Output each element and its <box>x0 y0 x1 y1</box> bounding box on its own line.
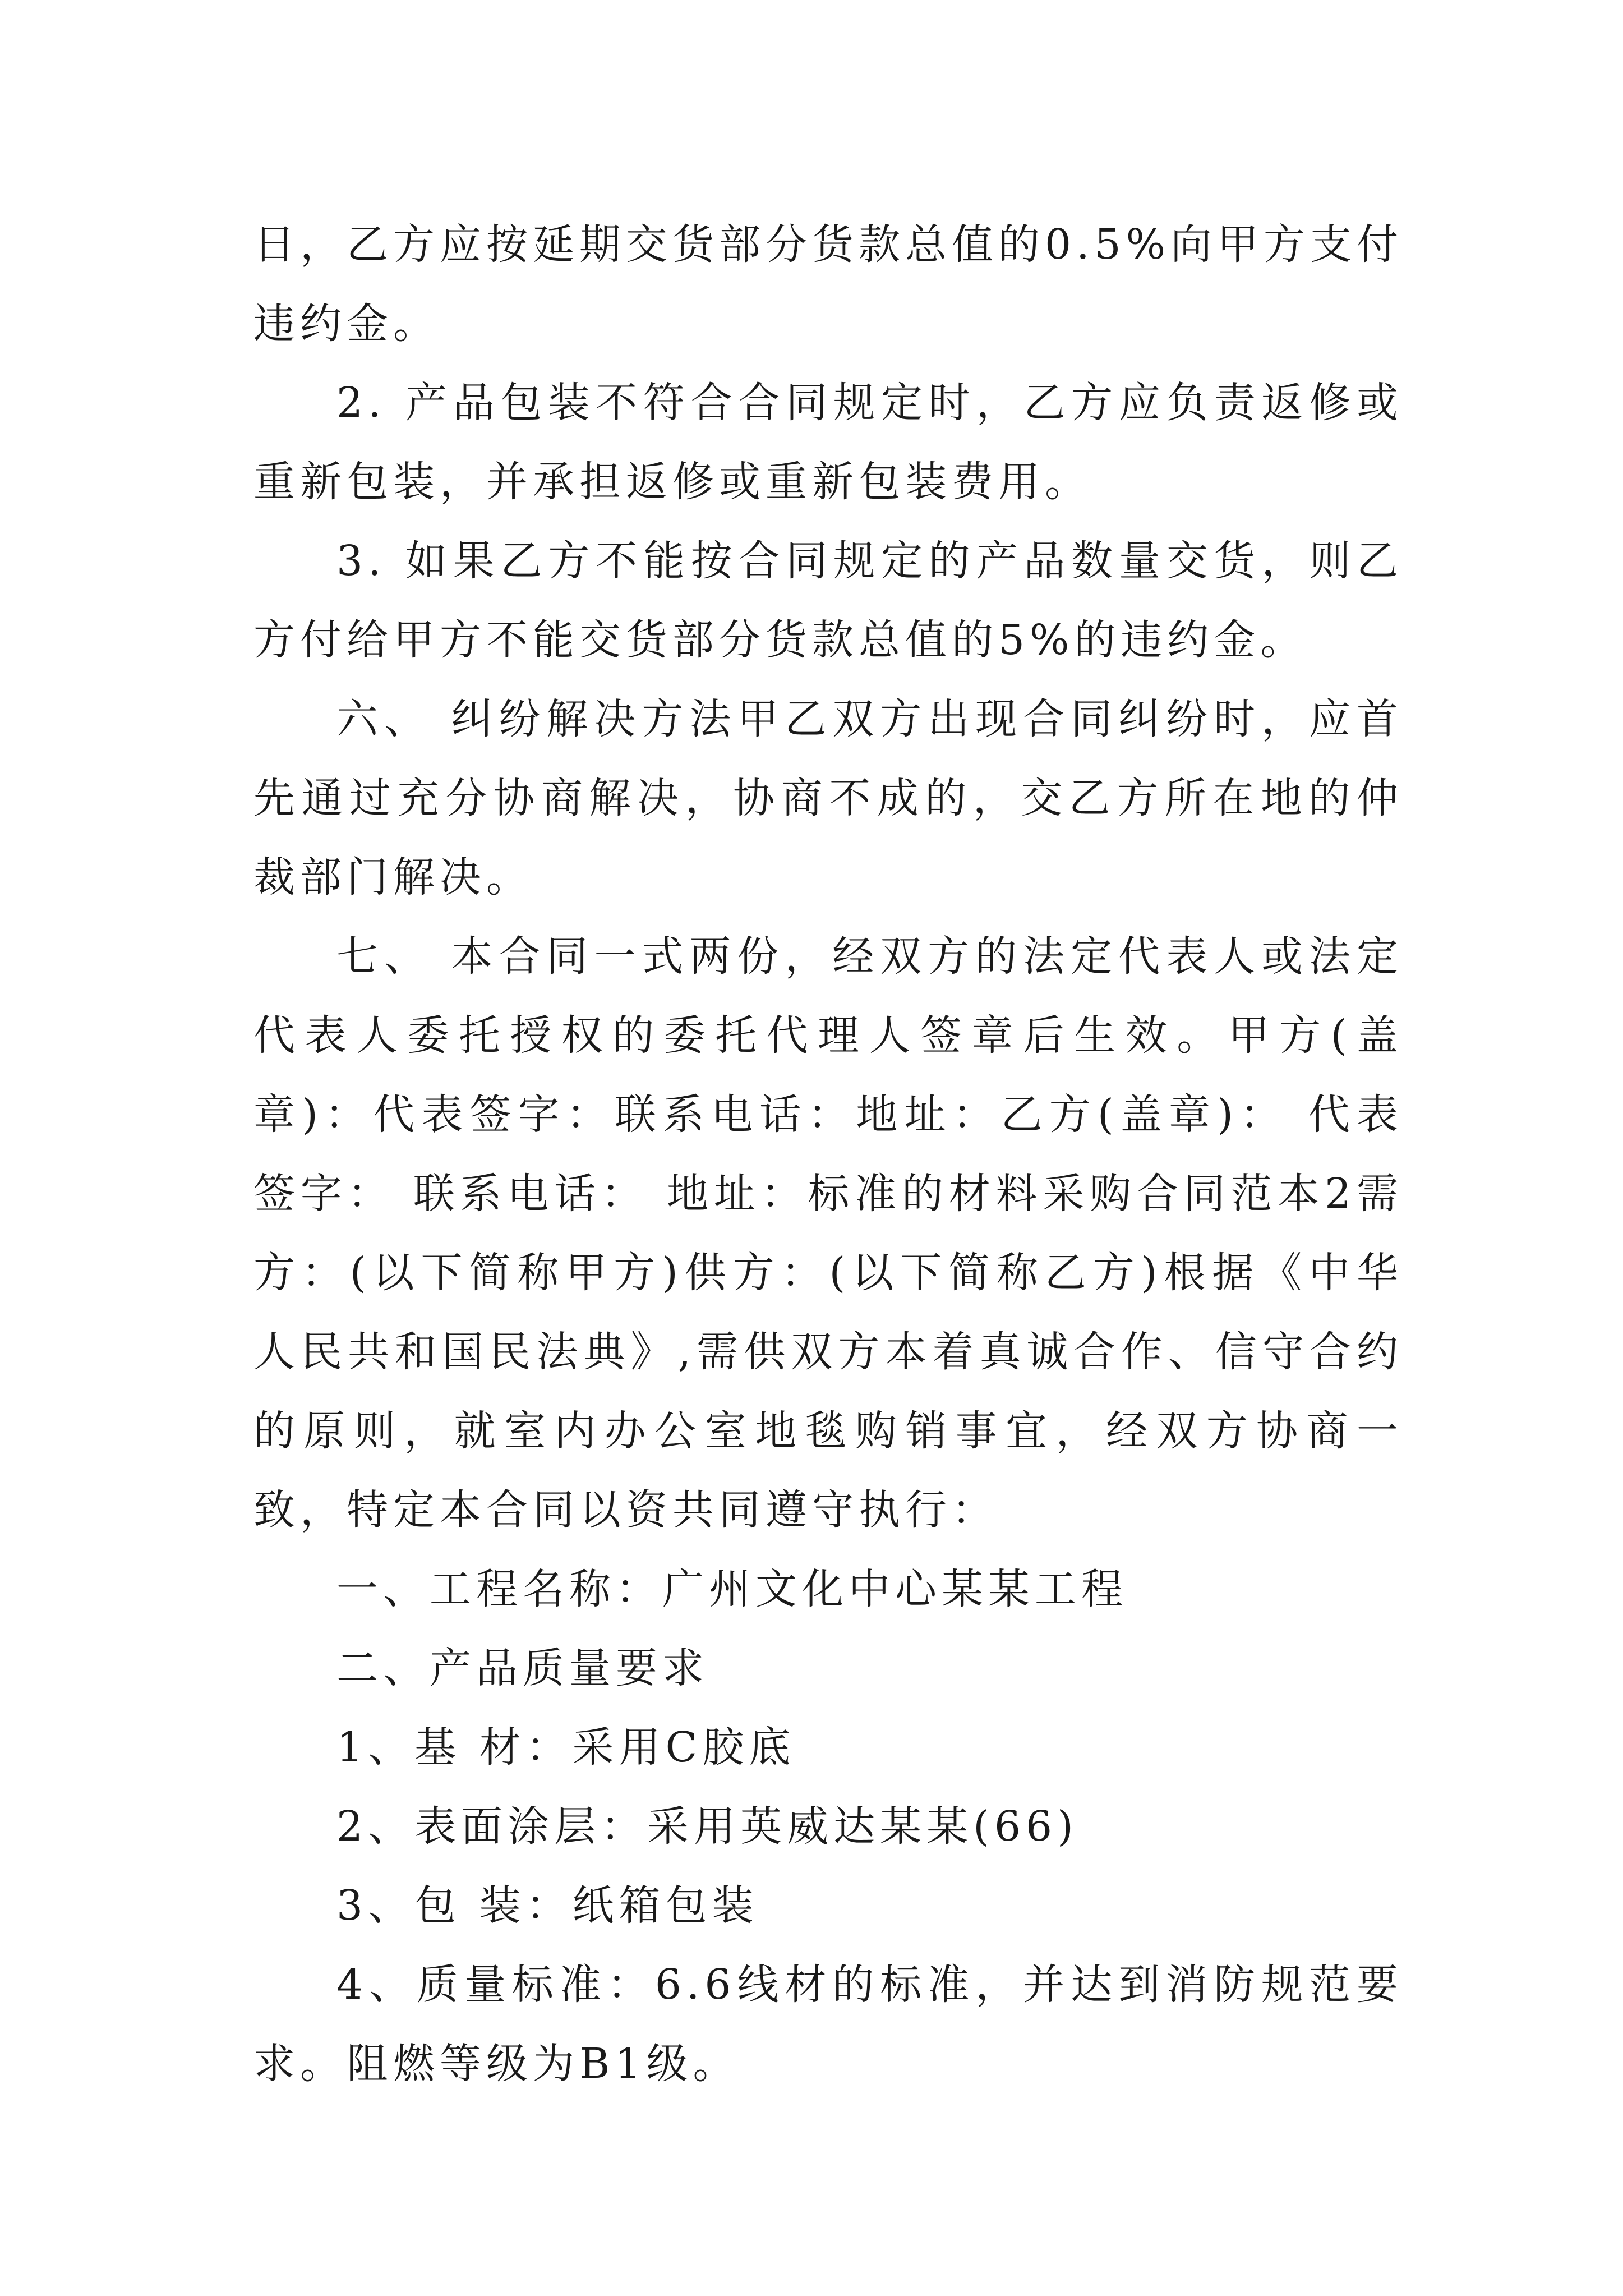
paragraph-project-name: 一、工程名称：广州文化中心某某工程 <box>336 1565 1128 1613</box>
paragraph-quality-heading: 二、产品质量要求 <box>336 1644 709 1692</box>
paragraph-section-6-disputes: 六、 纠纷解决方法甲乙双方出现合同纠纷时，应首先通过充分协商解决，协商不成的，交乙方所在地的仲裁部门解决。 <box>253 695 1403 901</box>
paragraph-clause-3-quantity: 3. 如果乙方不能按合同规定的产品数量交货，则乙方付给甲方不能交货部分货款总值的5%的违约金。 <box>253 537 1403 664</box>
paragraph-penalty-delay: 日，乙方应按延期交货部分货款总值的0.5%向甲方支付违约金。 <box>253 220 1403 348</box>
paragraph-clause-2-packaging: 2. 产品包装不符合合同规定时，乙方应负责返修或重新包装，并承担返修或重新包装费用。 <box>253 379 1403 506</box>
paragraph-surface-coating: 2、表面涂层：采用英威达某某(66) <box>336 1802 1078 1851</box>
paragraph-section-7-copies: 七、 本合同一式两份，经双方的法定代表人或法定代表人委托授权的委托代理人签章后生效。甲方(盖章)：代表签字：联系电话：地址：乙方(盖章)： 代表签字： 联系电话： 地址：标准的材料采购合同范本2需方：(以下简称甲方)供方：(以下简称乙方)根据《中华人民共和国民法典》,需供双方本着真诚合作、信守合约的原则，就室内办公室地毯购销事宜，经双方协商一致，特定本合同以资共同遵守执行： <box>253 932 1403 1534</box>
paragraph-base-material: 1、基 材：采用C胶底 <box>336 1723 796 1772</box>
paragraph-packaging: 3、包 装：纸箱包装 <box>336 1881 759 1930</box>
document-body <box>253 205 1403 2104</box>
paragraph-quality-standard: 4、质量标准：6.6线材的标准，并达到消防规范要求。阻燃等级为B1级。 <box>253 1961 1403 2088</box>
